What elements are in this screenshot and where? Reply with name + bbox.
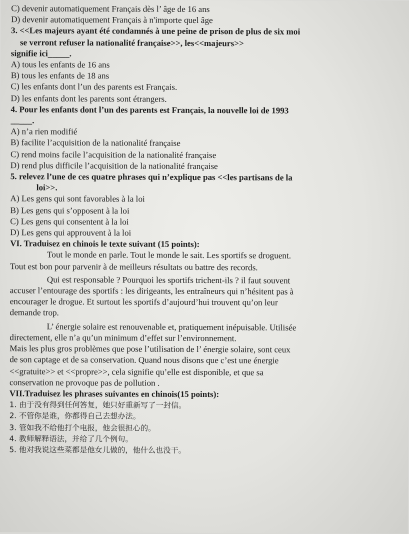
option-c-q4: C) rend moins facile l’acquisition de la nationalité française <box>10 148 217 160</box>
option-c-q3: C) les enfants dont l’un des parents est Français. <box>10 81 178 93</box>
option-a-q4: A) n’a rien modifié <box>10 126 78 137</box>
section-vii-heading: VII.Traduisez les phrases suivantes en chinois(15 points): <box>9 388 220 399</box>
chinese-sentence-4: 4. 教师解释语法，并给了几个例句。 <box>9 433 133 444</box>
option-d-q3: D) les enfants dont les parents sont étrangers. <box>10 92 167 104</box>
paragraph-3-line-2: directement, elle n’a qu’un minimum d’effet sur l’environnement. <box>9 332 237 344</box>
paragraph-1-line-1: Tout le monde en parle. Tout le monde le sait. Les sportifs se droguent. <box>47 249 292 261</box>
option-d-q5: D) Les gens qui approuvent à la loi <box>10 227 132 238</box>
option-b-q4: B) facilite l’acquisition de la nationalité française <box>10 137 181 149</box>
option-c-q5: C) Les gens qui consentent à la loi <box>10 216 129 227</box>
option-b-q5: B) Les gens qui s’opposent à la loi <box>10 204 130 216</box>
chinese-sentence-5: 5. 他对我说这些菜都是他女儿做的，他什么也没干。 <box>9 445 186 455</box>
question-3: 3. <<Les majeurs ayant été condamnés à une peine de prison de plus de six moi <box>11 25 301 37</box>
paragraph-3-line-1: L’ énergie solaire est renouvenable et, pratiquement inépuisable. Utilisée <box>46 320 297 333</box>
paragraph-3-line-6: conservation ne provoque pas de pollution . <box>9 376 160 388</box>
paragraph-1-line-2: Tout est bon pour parvenir à de meilleurs résultats ou battre des records. <box>9 260 258 272</box>
option-d-q4: D) rend plus difficile l’acquisition de la nationalité française <box>10 159 218 171</box>
chinese-sentence-1: 1. 由于没有得到任何答复，她只好重新写了一封信。 <box>9 400 187 411</box>
question-3-cont: se verront refuser la nationalité française>>, les<<majeurs>> <box>19 36 244 48</box>
option-b-q3: B) tous les enfants de 18 ans <box>10 70 110 81</box>
paragraph-3-line-5: <<gratuite>> et <<propre>>, cela signifie qu’elle est disponible, et que sa <box>9 365 264 377</box>
question-5: 5. relevez l’une de ces quatre phrases qui n’explique pas <<les partisans de la <box>10 171 293 183</box>
option-d-q2: D) devenir automatiquement Français à n'importe quel âge <box>11 14 213 26</box>
option-c-q2: C) devenir automatiquement Français dès l’ âge de 16 ans <box>11 3 210 15</box>
question-4: 4. Pour les enfants dont l’un des parents est Français, la nouvelle loi de 1993 <box>10 103 289 116</box>
option-a-q5: A) Les gens qui sont favorables à la loi <box>10 193 145 205</box>
chinese-sentence-2: 2. 不管你是谁，你都得自己去想办法。 <box>9 411 141 422</box>
option-a-q3: A) tous les enfants de 16 ans <box>10 59 110 70</box>
chinese-sentence-3: 3. 管如我不给他打个电报，他会很担心的。 <box>9 422 156 433</box>
section-vi-heading: VI. Traduisez en chinois le texte suivant (15 points): <box>10 238 200 250</box>
question-5-cont: loi>>. <box>36 182 58 193</box>
paragraph-2-line-3: encourager le drogue. Et surtout les sportifs d’aujourd’hui trouvent qu’on leur <box>9 296 278 308</box>
paragraph-3-line-4: de son captage et de sa conservation. Quand nous disons que c’est une énergie <box>9 354 279 366</box>
paragraph-2-line-4: demande trop. <box>9 307 59 318</box>
paragraph-3-line-3: Mais les plus gros problèmes que pose l’utilisation de l’ énergie solaire, sont ceux <box>9 343 291 355</box>
paragraph-2-line-2: accuser l’entourage des sportifs : les dirigeants, les entraîneurs qui n’hésitent pas à <box>9 285 294 297</box>
paragraph-2-line-1: Qui est responsable ? Pourquoi les sportifs trichent-ils ? il faut souvent <box>46 274 291 286</box>
question-3-stem: signifie ici_____. <box>10 47 72 59</box>
question-4-blank: _____. <box>10 115 35 126</box>
